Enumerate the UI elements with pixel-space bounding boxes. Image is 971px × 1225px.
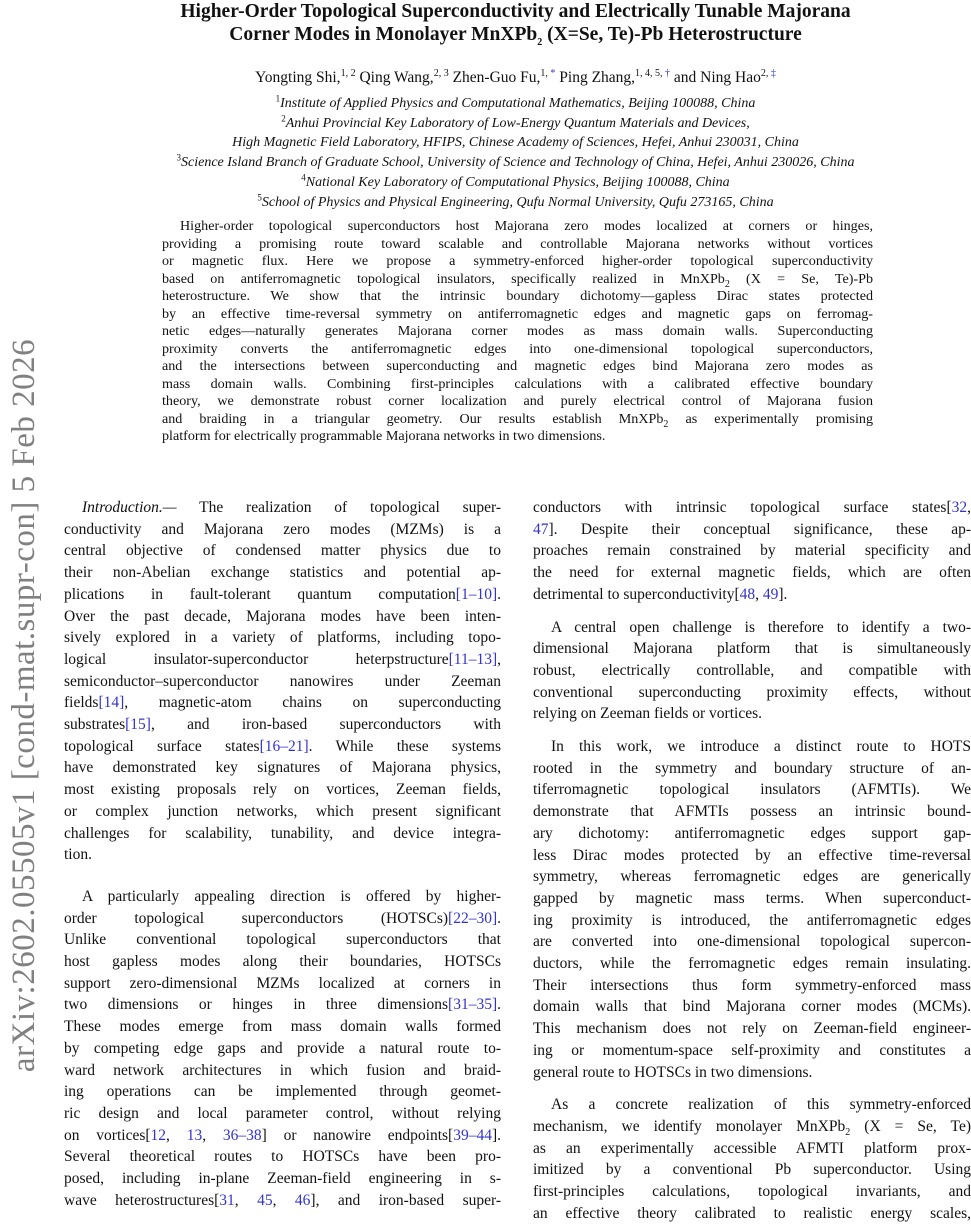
body-line: Over the past decade, Majorana modes have been inten- — [64, 607, 501, 625]
body-line: support zero-dimensional MZMs localized at corners in — [64, 974, 501, 992]
citation-link[interactable]: 32 — [951, 499, 968, 516]
abstract-line: and the intersections between superconducting and magnetic edges bind Majorana zero modes as — [162, 358, 873, 374]
affiliation: High Magnetic Field Laboratory, HFIPS, Chinese Academy of Sciences, Hefei, Anhui 230031, China — [232, 135, 799, 151]
citation-link[interactable]: 13 — [186, 1126, 203, 1144]
affiliation: $^3$Science Island Branch of Graduate School, University of Science and Technology of China, Hefei, Anhui 230026, China — [176, 152, 855, 171]
affiliation: $^4$National Key Laboratory of Computational Physics, Beijing 100088, China — [301, 172, 730, 190]
body-line: ric design and local parameter control, without relying — [64, 1104, 501, 1122]
author-list — [60, 69, 971, 87]
body-line: This mechanism does not rely on Zeeman-field engineer- — [533, 1020, 971, 1038]
citation-link[interactable]: [11–13] — [448, 650, 498, 668]
citation-link[interactable]: [15] — [125, 716, 151, 734]
body-line: Several theoretical routes to HOTSCs have been pro- — [64, 1148, 501, 1166]
author-footnote-link[interactable]: † — [665, 67, 671, 79]
body-line: As a concrete realization of this symmetry-enforced — [551, 1096, 971, 1114]
body-line: ward network architectures in which fusion and braid- — [64, 1061, 501, 1079]
body-line: Introduction.— The realization of topological super- — [82, 499, 501, 516]
body-line: as an experimentally accessible AFMTI platform prox- — [533, 1139, 971, 1157]
body-line: host gapless modes along their boundaries, HOTSCs — [64, 953, 501, 971]
arxiv-sidebar — [0, 215, 50, 1195]
body-line: general route to HOTSCs in two dimensions. — [533, 1063, 813, 1081]
body-line: imitized by a conventional Pb superconductor. Using — [533, 1161, 971, 1179]
citation-link[interactable]: 39–44 — [453, 1126, 492, 1144]
body-line: fields[14], magnetic-atom chains on superconducting — [64, 694, 501, 712]
affiliation: $^5$School of Physics and Physical Engineering, Qufu Normal University, Qufu 273165, China — [257, 191, 774, 210]
body-line: two dimensions or hinges in three dimensions[31–35]. — [64, 996, 501, 1014]
body-line: have demonstrated key signatures of Majorana physics, — [64, 759, 501, 777]
author: and Ning Hao$^{2, \ddagger}$ — [673, 67, 776, 86]
body-line: an effective theory calibrated to realistic energy scales, — [533, 1204, 971, 1222]
body-line: Unlike conventional topological superconductors that — [64, 931, 501, 949]
body-line: or complex junction networks, which present significant — [64, 802, 501, 820]
body-line: challenges for scalability, tunability, and device integra- — [64, 824, 501, 842]
body-line: In this work, we introduce a distinct route to HOTS — [551, 738, 971, 756]
body-line: detrimental to superconductivity[48, 49]. — [533, 585, 788, 603]
body-line: conventional superconducting proximity effects, without — [533, 683, 971, 701]
body-line: the need for external magnetic fields, which are often — [533, 564, 971, 582]
citation-link[interactable]: 49 — [762, 585, 779, 603]
citation-link[interactable]: [22–30] — [448, 909, 498, 927]
body-line: ing proximity is introduced, the antiferromagnetic edges — [533, 911, 971, 929]
author-footnote-link[interactable]: * — [550, 67, 556, 79]
abstract-line: and braiding in a triangular geometry. Our results establish MnXPb$_2$ as experimentally promising — [162, 410, 874, 430]
author-footnote-link[interactable]: ‡ — [770, 67, 776, 79]
body-line: ing operations can be implemented through geomet- — [64, 1083, 501, 1101]
author: Ping Zhang,$^{1, 4, 5, \dagger}$ — [559, 67, 671, 86]
body-line: logical insulator-superconductor heterpstructure[11–13], — [64, 650, 501, 668]
body-line: relying on Zeeman fields or vortices. — [533, 705, 762, 723]
citation-link[interactable]: 45 — [257, 1191, 273, 1209]
title-line-2: Corner Modes in Monolayer MnXPb$_2$ (X=Se, Te)-Pb Heterostructure — [229, 24, 802, 48]
title-line-1: Higher-Order Topological Superconductivity and Electrically Tunable Majorana — [180, 1, 851, 22]
citation-link[interactable]: [14] — [98, 694, 125, 712]
body-line: symmetry, whereas ferromagnetic edges are generically — [533, 868, 971, 886]
body-line: robust, electrically controllable, and compatible with — [533, 661, 971, 679]
affiliation: $^2$Anhui Provincial Key Laboratory of Low-Energy Quantum Materials and Devices, — [281, 113, 750, 131]
author: Zhen-Guo Fu,$^{1, *}$ — [452, 67, 556, 86]
body-column-left — [64, 497, 501, 1212]
abstract — [162, 218, 873, 446]
abstract-line: platform for electrically programmable Majorana networks in two dimensions. — [162, 428, 606, 444]
body-line: order topological superconductors (HOTSCs)[22–30]. — [64, 909, 501, 927]
body-line: rooted in the symmetry and boundary structure of an- — [533, 759, 971, 777]
paragraph-gap — [64, 866, 501, 886]
citation-link[interactable]: [1–10] — [455, 585, 498, 603]
citation-link[interactable]: 36–38 — [222, 1126, 262, 1144]
body-line: 47]. Despite their conceptual significance, these ap- — [533, 520, 971, 538]
body-line: ary dichotomy: antiferromagnetic edges support gap- — [533, 824, 971, 842]
author: Qing Wang,$^{2, 3}$ — [359, 67, 449, 86]
body-line: central objective of condensed matter physics due to — [64, 542, 501, 560]
citation-link[interactable]: 46 — [294, 1191, 311, 1209]
body-line: domain walls that bind Majorana corner modes (MCMs). — [533, 998, 971, 1016]
body-line: their non-Abelian exchange statistics and potential ap- — [64, 564, 501, 582]
body-line: ing or momentum-space self-proximity and constitutes a — [533, 1041, 971, 1059]
body-column-right — [533, 497, 971, 1225]
abstract-line: proximity converts the antiferromagnetic edges into one-dimensional topological superconductors, — [162, 340, 873, 357]
body-line: proaches remain constrained by material specificity and — [533, 542, 971, 560]
body-line: less Dirac modes protected by an effective time-reversal — [533, 846, 971, 864]
body-line: first-principles calculations, topological invariants, and — [533, 1183, 971, 1201]
citation-link[interactable]: 47 — [533, 520, 549, 538]
citation-link[interactable]: [31–35] — [448, 996, 498, 1014]
body-line: ductors, while the ferromagnetic edges remain insulating. — [533, 955, 971, 973]
body-line: by competing edge gaps and provide a natural route to- — [64, 1039, 501, 1057]
body-line: posed, including in-plane Zeeman-field engineering in s- — [64, 1170, 501, 1188]
abstract-line: mass domain walls. Combining first-principles calculations with a calibrated effective boundary — [162, 375, 873, 392]
section-label-introduction: Introduction.— — [82, 499, 177, 516]
body-line: are converted into one-dimensional topological supercon- — [533, 933, 971, 951]
body-line: plications in fault-tolerant quantum computation[1–10]. — [64, 585, 501, 603]
body-line: A central open challenge is therefore to identify a two- — [551, 618, 971, 636]
body-line: dimensional Majorana platform that is simultaneously — [533, 640, 971, 658]
body-line: These modes emerge from mass domain walls formed — [64, 1018, 501, 1036]
body-line: tiferromagnetic topological insulators (AFMTIs). We — [533, 781, 971, 799]
citation-link[interactable]: 48 — [739, 585, 756, 603]
abstract-line: by an effective time-reversal symmetry on antiferromagnetic edges and magnetic gaps on ferromag- — [162, 305, 873, 322]
abstract-line: providing a promising route toward scalable and controllable Majorana networks without vortices — [162, 235, 873, 252]
body-line: Their intersections thus form symmetry-enforced mass — [533, 976, 971, 994]
body-line: most existing proposals rely on vortices, Zeeman fields, — [64, 781, 501, 799]
affiliation-list — [60, 94, 971, 212]
body-line: gapped by magnetic mass terms. When superconduct- — [533, 889, 971, 907]
body-line: demonstrate that AFMTIs possess an intrinsic bound- — [533, 803, 971, 821]
abstract-line: netic edges—naturally generates Majorana corner modes as mass domain walls. Superconducting — [162, 323, 873, 339]
abstract-line: or magnetic flux. Here we propose a symmetry-enforced higher-order topological superconductivity — [162, 253, 873, 269]
body-line: conductors with intrinsic topological surface states[32, — [533, 499, 971, 516]
author: Yongting Shi,$^{1, 2}$ — [255, 67, 356, 86]
body-line: semiconductor–superconductor nanowires under Zeeman — [64, 672, 501, 690]
paragraph-gap — [533, 606, 971, 617]
paragraph-gap — [533, 1083, 971, 1094]
abstract-line: theory, we demonstrate robust corner localization and purely electrical control of Majorana fusion — [162, 393, 873, 409]
abstract-line: Higher-order topological superconductors host Majorana zero modes localized at corners or hinges, — [180, 218, 873, 234]
body-line: wave heterostructures[31, 45, 46], and iron-based super- — [64, 1191, 501, 1209]
arxiv-identifier[interactable]: arXiv:2602.05505v1 [cond-mat.supr-con] 5 Feb 2026 — [6, 338, 43, 1072]
body-line: tion. — [64, 846, 92, 864]
affiliation: $^1$Institute of Applied Physics and Computational Mathematics, Beijing 100088, China — [275, 93, 756, 111]
citation-link[interactable]: [16–21] — [259, 737, 309, 755]
body-line: mechanism, we identify monolayer MnXPb$_2$ (X = Se, Te) — [533, 1117, 971, 1139]
body-line: conductivity and Majorana zero modes (MZMs) is a — [64, 520, 501, 538]
citation-link[interactable]: 31 — [219, 1191, 235, 1209]
body-line: on vortices[12, 13, 36–38] or nanowire endpoints[39–44]. — [64, 1126, 501, 1144]
citation-link[interactable]: 12 — [150, 1126, 167, 1144]
abstract-line: based on antiferromagnetic topological insulators, specifically realized in MnXPb$_2$ (X = Se, Te)-Pb — [162, 270, 873, 290]
body-line: topological surface states[16–21]. While these systems — [64, 737, 501, 755]
body-line: substrates[15], and iron-based superconductors with — [64, 716, 501, 734]
abstract-line: heterostructure. We show that the intrinsic boundary dichotomy—gapless Dirac states protected — [162, 288, 873, 304]
body-line: A particularly appealing direction is offered by higher- — [82, 887, 501, 905]
body-line: sively explored in a variety of platforms, including topo- — [64, 629, 501, 647]
paragraph-gap — [533, 725, 971, 736]
paper-title — [60, 0, 971, 46]
